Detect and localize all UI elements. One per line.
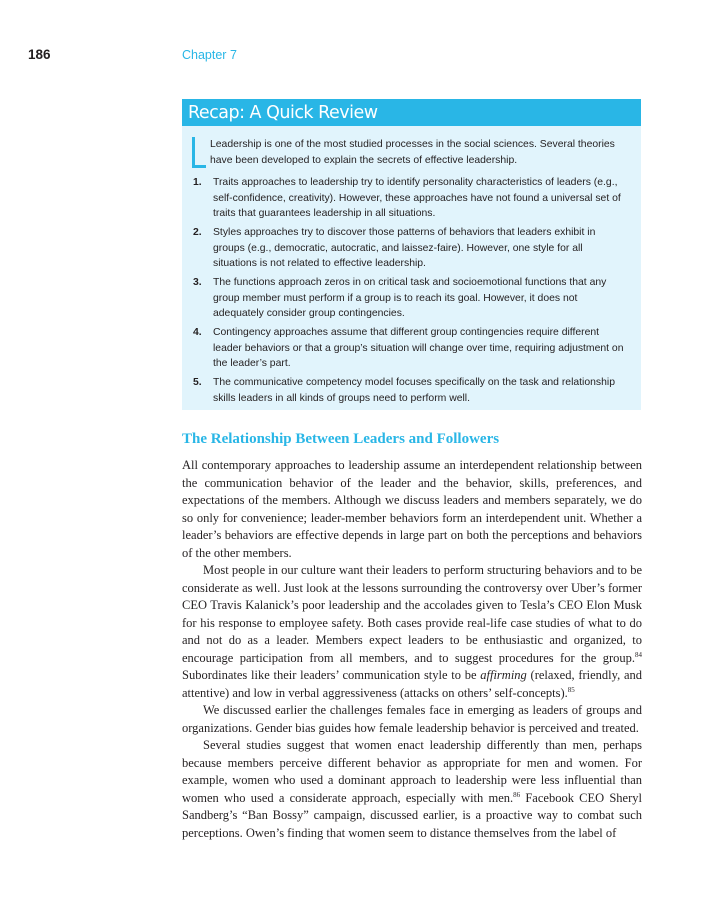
recap-item-text: Traits approaches to leadership try to identify personality characteristics of leaders (e.g., self-confidence, creativity). However, these approaches have not found a universal set of traits that guarantees leadership in all situations.	[213, 177, 621, 219]
page-number: 186	[28, 47, 51, 62]
dropcap-l-decoration	[192, 137, 206, 168]
recap-item-text: The communicative competency model focuses specifically on the task and relationship skills leaders in all kinds of groups need to perform well.	[213, 377, 615, 404]
recap-item-text: The functions approach zeros in on critical task and socioemotional functions that any group member must perform if a group is to reach its goal. However, it does not adequately consider group contingencies.	[213, 277, 607, 319]
recap-item-number: 1.	[193, 177, 202, 188]
recap-item	[193, 375, 627, 406]
recap-item-number: 2.	[193, 227, 202, 238]
paragraph-3: We discussed earlier the challenges females face in emerging as leaders of groups and organizations. Gender bias guides how female leadership behavior is perceived and treated.	[182, 703, 642, 735]
section-heading: The Relationship Between Leaders and Followers	[182, 431, 500, 447]
recap-item-number: 5.	[193, 377, 202, 388]
recap-item-text: Contingency approaches assume that different group contingencies require different leader behaviors or that a group’s situation will change over time, requiring adjustment on the leader’s part.	[213, 327, 624, 369]
recap-item	[193, 325, 627, 372]
recap-item-number: 4.	[193, 327, 202, 338]
recap-list	[182, 175, 641, 406]
chapter-label: Chapter 7	[182, 48, 237, 62]
paragraph-4	[182, 737, 642, 842]
citation-84: 84	[635, 650, 642, 659]
paragraph-2-text-b: Subordinates like their leaders’ communication style to be	[182, 668, 481, 682]
body-text	[182, 457, 642, 842]
citation-86: 86	[513, 790, 521, 799]
recap-item-number: 3.	[193, 277, 202, 288]
recap-title: Recap: A Quick Review	[182, 99, 641, 126]
recap-item	[193, 275, 627, 322]
paragraph-1: All contemporary approaches to leadership assume an interdependent relationship between the communication behavior of the leader and the behavior, skills, preferences, and expectations of the members. Although we discuss leaders and members separately, we do so only for convenience; leader-member behaviors form an interdependent unit. Whether a leader’s behaviors are effective depends in large part on both the perceptions and behaviors of the other members.	[182, 458, 642, 560]
recap-item	[193, 175, 627, 222]
paragraph-4-text-a: Several studies suggest that women enact leadership differently than men, perhaps because members perceive different behavior as appropriate for men and women. For example, women who used a dominant approach to leadership were less influential than women who used a considerate approach, especially with men.	[182, 738, 642, 805]
recap-item-text: Styles approaches try to discover those patterns of behaviors that leaders exhibit in groups (e.g., democratic, autocratic, and laissez-faire). However, one style for all situations is not related to effective leadership.	[213, 227, 596, 269]
recap-box	[182, 99, 641, 410]
recap-intro-text: Leadership is one of the most studied processes in the social sciences. Several theories have been developed to explain the secrets of effective leadership.	[210, 139, 615, 166]
paragraph-2	[182, 562, 642, 702]
recap-item	[193, 225, 627, 272]
paragraph-2-text-a: Most people in our culture want their leaders to perform structuring behaviors and to be considerate as well. Just look at the lessons surrounding the controversy over Uber’s former CEO Travis Kalanick’s poor leadership and the accolades given to Tesla’s CEO Elon Musk for his response to employee safety. Both cases provide real-life case studies of what to do and not do as a leader. Members expect leaders to be enthusiastic and organized, to encourage participation from all members, and to suggest procedures for the group.	[182, 563, 642, 665]
paragraph-2-text-c: (relaxed, friendly, and attentive) and low in verbal aggressiveness (attacks on others’ self-concepts).	[182, 668, 642, 700]
paragraph-4-text-b: Facebook CEO Sheryl Sandberg’s “Ban Bossy” campaign, discussed earlier, is a proactive way to combat such perceptions. Owen’s finding that women seem to distance themselves from the label of	[182, 790, 642, 840]
emphasis-affirming: affirming	[480, 668, 527, 682]
recap-intro	[182, 126, 641, 168]
citation-85: 85	[567, 685, 575, 694]
